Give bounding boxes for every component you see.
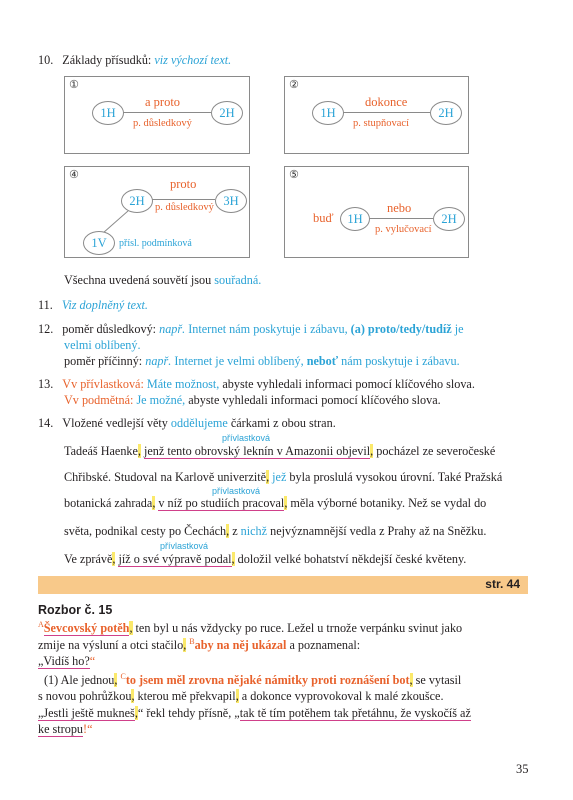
text-line-4 <box>64 524 486 539</box>
comma-marker: , <box>266 470 270 484</box>
relative-pronoun: jež <box>272 470 287 484</box>
conjunction-prefix: buď <box>313 211 334 225</box>
summary-text: Všechna uvedená souvětí jsou <box>64 273 212 287</box>
connector-line <box>343 112 430 113</box>
sub-clause: abyste vyhledali informaci pomocí klíčového slova. <box>222 377 475 391</box>
question-number: 11. <box>38 298 53 312</box>
question-10 <box>38 53 231 68</box>
example-clause: nám poskytuje i zábavu. <box>341 354 460 368</box>
comma-marker: , <box>284 496 288 510</box>
relation-label: p. důsledkový <box>155 202 214 213</box>
conjunction-label: dokonce <box>365 95 408 109</box>
text-fragment: Chřibské. Studoval na Karlově univerzitě <box>64 470 267 484</box>
text-fragment: byla proslulá vysokou úrovní. Také Pražská <box>289 470 503 484</box>
text-fragment: Tadeáš Haenke <box>64 444 138 458</box>
diagram-2 <box>284 76 469 154</box>
instruction-text: čárkami z obou stran. <box>230 416 336 430</box>
question-12-line-3 <box>64 354 460 369</box>
example-clause: je <box>454 322 464 336</box>
clause-node: 2H <box>121 189 153 213</box>
example-marker: např. <box>159 322 186 336</box>
clause-node: 2H <box>433 207 465 231</box>
page-reference: str. 44 <box>485 577 520 591</box>
main-clause: Máte možnost, <box>146 377 220 391</box>
clause-node: 3H <box>215 189 247 213</box>
rozbor-line-2 <box>38 637 538 653</box>
text-fragment: botanická zahrada <box>64 496 153 510</box>
diagram-number: ② <box>289 78 299 91</box>
text-line-2 <box>64 470 502 485</box>
text-fragment: Ve zprávě <box>64 552 113 566</box>
main-clause: Je možné, <box>136 393 186 407</box>
question-11 <box>38 298 148 313</box>
text-fragment: kterou mě překvapil <box>137 689 236 703</box>
relative-pronoun: nichž <box>240 524 268 538</box>
conjunction-label: nebo <box>387 201 412 215</box>
question-text: Základy přísudků: <box>62 53 152 67</box>
clause-type: Vv podmětná: <box>64 393 134 407</box>
comma-marker: , <box>235 689 239 703</box>
summary-keyword: souřadná. <box>214 273 262 287</box>
sub-clause: abyste vyhledali informaci pomocí klíčového slova. <box>188 393 441 407</box>
diagram-number: ⑤ <box>289 168 299 181</box>
embedded-clause: jíž o své výpravě podal <box>118 552 232 566</box>
reference-text: Viz doplněný text. <box>61 298 148 312</box>
comma-marker: , <box>137 444 141 458</box>
relation-type: poměr důsledkový: <box>62 322 157 336</box>
relation-label: p. důsledkový <box>133 118 192 129</box>
direct-speech: tak tě tím potěhem tak přetáhnu, že vyskočíš až <box>239 706 471 720</box>
question-12 <box>38 322 558 337</box>
clause-label: přívlastková <box>222 433 271 443</box>
diagram-number: ④ <box>69 168 79 181</box>
clause-node: 2H <box>430 101 462 125</box>
conjunction: neboť <box>306 354 339 368</box>
question-number: 10. <box>38 53 54 67</box>
comma-marker: , <box>370 444 374 458</box>
text-fragment: (1) Ale jednou <box>44 673 115 688</box>
instruction-text: Vložené vedlejší věty <box>62 416 168 430</box>
comma-marker: , <box>409 673 413 688</box>
question-number: 13. <box>38 377 54 391</box>
text-fragment: nejvýznamnější vedla z Prahy až na Sněžku. <box>270 524 487 538</box>
embedded-clause: jenž tento obrovský leknín v Amazonii objevil <box>144 444 371 458</box>
comma-marker: , <box>152 496 156 510</box>
clause-marker: B <box>189 637 195 646</box>
text-fragment: ten byl u nás vždycky po ruce. Ležel u trnože verpánku svinut jako <box>135 621 463 636</box>
diagram-4 <box>64 166 250 258</box>
diagram-1 <box>64 76 250 154</box>
summary-line <box>64 273 261 288</box>
section-title: Rozbor č. 15 <box>38 603 113 617</box>
clause-node: 1H <box>312 101 344 125</box>
relation-type: poměr příčinný: <box>64 354 143 368</box>
text-line-1 <box>64 444 495 459</box>
conjunctions: (a) proto/tedy/tudíž <box>350 322 452 336</box>
comma-marker: , <box>112 552 116 566</box>
direct-speech: ke stropu <box>38 722 84 736</box>
text-fragment: doložil velké bohatství někdejší české květeny. <box>237 552 467 566</box>
text-line-5 <box>64 552 466 567</box>
text-line-3 <box>64 496 486 511</box>
quote-mark: “ <box>89 654 96 668</box>
rozbor-line-7 <box>38 722 93 737</box>
question-13 <box>38 377 475 392</box>
conjunction-label: a proto <box>145 95 181 109</box>
clause-node: 1H <box>92 101 124 125</box>
example-continuation: velmi oblíbený. <box>64 338 141 352</box>
highlighted-phrase: Ševcovský potěh <box>43 621 130 636</box>
page-number: 35 <box>516 762 529 776</box>
highlighted-phrase: to jsem měl zrovna nějaké námitky proti roznášení bot <box>125 673 410 688</box>
comma-marker: , <box>129 621 133 636</box>
connector-line <box>123 112 211 113</box>
instruction-keyword: oddělujeme <box>170 416 228 430</box>
clause-marker: A <box>38 620 44 629</box>
conjunction-label: proto <box>170 177 197 191</box>
direct-speech: „Vidíš ho? <box>38 654 90 668</box>
comma-marker: , <box>183 638 187 653</box>
highlighted-phrase: aby na něj ukázal <box>194 638 287 653</box>
reference-text: viz výchozí text. <box>154 53 232 67</box>
question-14 <box>38 416 336 431</box>
clause-node: 1V <box>83 231 115 255</box>
question-number: 14. <box>38 416 54 430</box>
subordinate-label: přísl. podmínková <box>119 238 192 249</box>
text-fragment: z <box>232 524 238 538</box>
comma-marker: , <box>231 552 235 566</box>
text-fragment: zmije na výsluní a otci stačilo <box>38 638 184 653</box>
embedded-clause: v níž po studiích pracoval <box>158 496 285 510</box>
clause-node: 1H <box>340 207 370 231</box>
comma-marker: , <box>114 673 118 688</box>
text-fragment: světa, podnikal cesty po Čechách <box>64 524 227 538</box>
clause-label: přívlastková <box>212 486 261 496</box>
page-reference-bar <box>38 576 528 594</box>
text-fragment: měla výborné botaniky. Než se vydal do <box>290 496 487 510</box>
rozbor-line-5 <box>38 689 538 704</box>
relation-label: p. vylučovací <box>375 224 432 235</box>
clause-type: Vv přívlastková: <box>62 377 144 391</box>
rozbor-line-6 <box>38 706 548 721</box>
text-fragment: pocházel ze severočeské <box>376 444 496 458</box>
clause-marker: C <box>120 672 126 681</box>
comma-marker: , <box>134 706 138 720</box>
rozbor-line-1 <box>38 620 538 636</box>
comma-marker: , <box>131 689 135 703</box>
rozbor-line-4 <box>44 672 544 688</box>
quote-mark: !“ <box>83 722 93 736</box>
comma-marker: , <box>226 524 230 538</box>
example-clause: Internet je velmi oblíbený, <box>174 354 304 368</box>
question-number: 12. <box>38 322 54 336</box>
direct-speech: „Jestli ještě mukneš <box>38 706 135 720</box>
text-fragment: a poznamenal: <box>289 638 361 653</box>
rozbor-line-3 <box>38 654 95 669</box>
question-13-line-2 <box>64 393 441 408</box>
example-clause: Internet nám poskytuje i zábavu, <box>188 322 348 336</box>
example-marker: např. <box>145 354 172 368</box>
clause-label: přívlastková <box>160 541 209 551</box>
text-fragment: se vytasil <box>415 673 462 688</box>
clause-node: 2H <box>211 101 243 125</box>
connector-line <box>369 218 433 219</box>
text-fragment: s novou pohrůžkou <box>38 689 132 703</box>
diagram-number: ① <box>69 78 79 91</box>
text-fragment: a dokonce vyprovokoval k malé zkoušce. <box>241 689 444 703</box>
relation-label: p. stupňovací <box>353 118 409 129</box>
diagram-5 <box>284 166 469 258</box>
text-fragment: “ řekl tehdy přísně, „ <box>137 706 240 720</box>
